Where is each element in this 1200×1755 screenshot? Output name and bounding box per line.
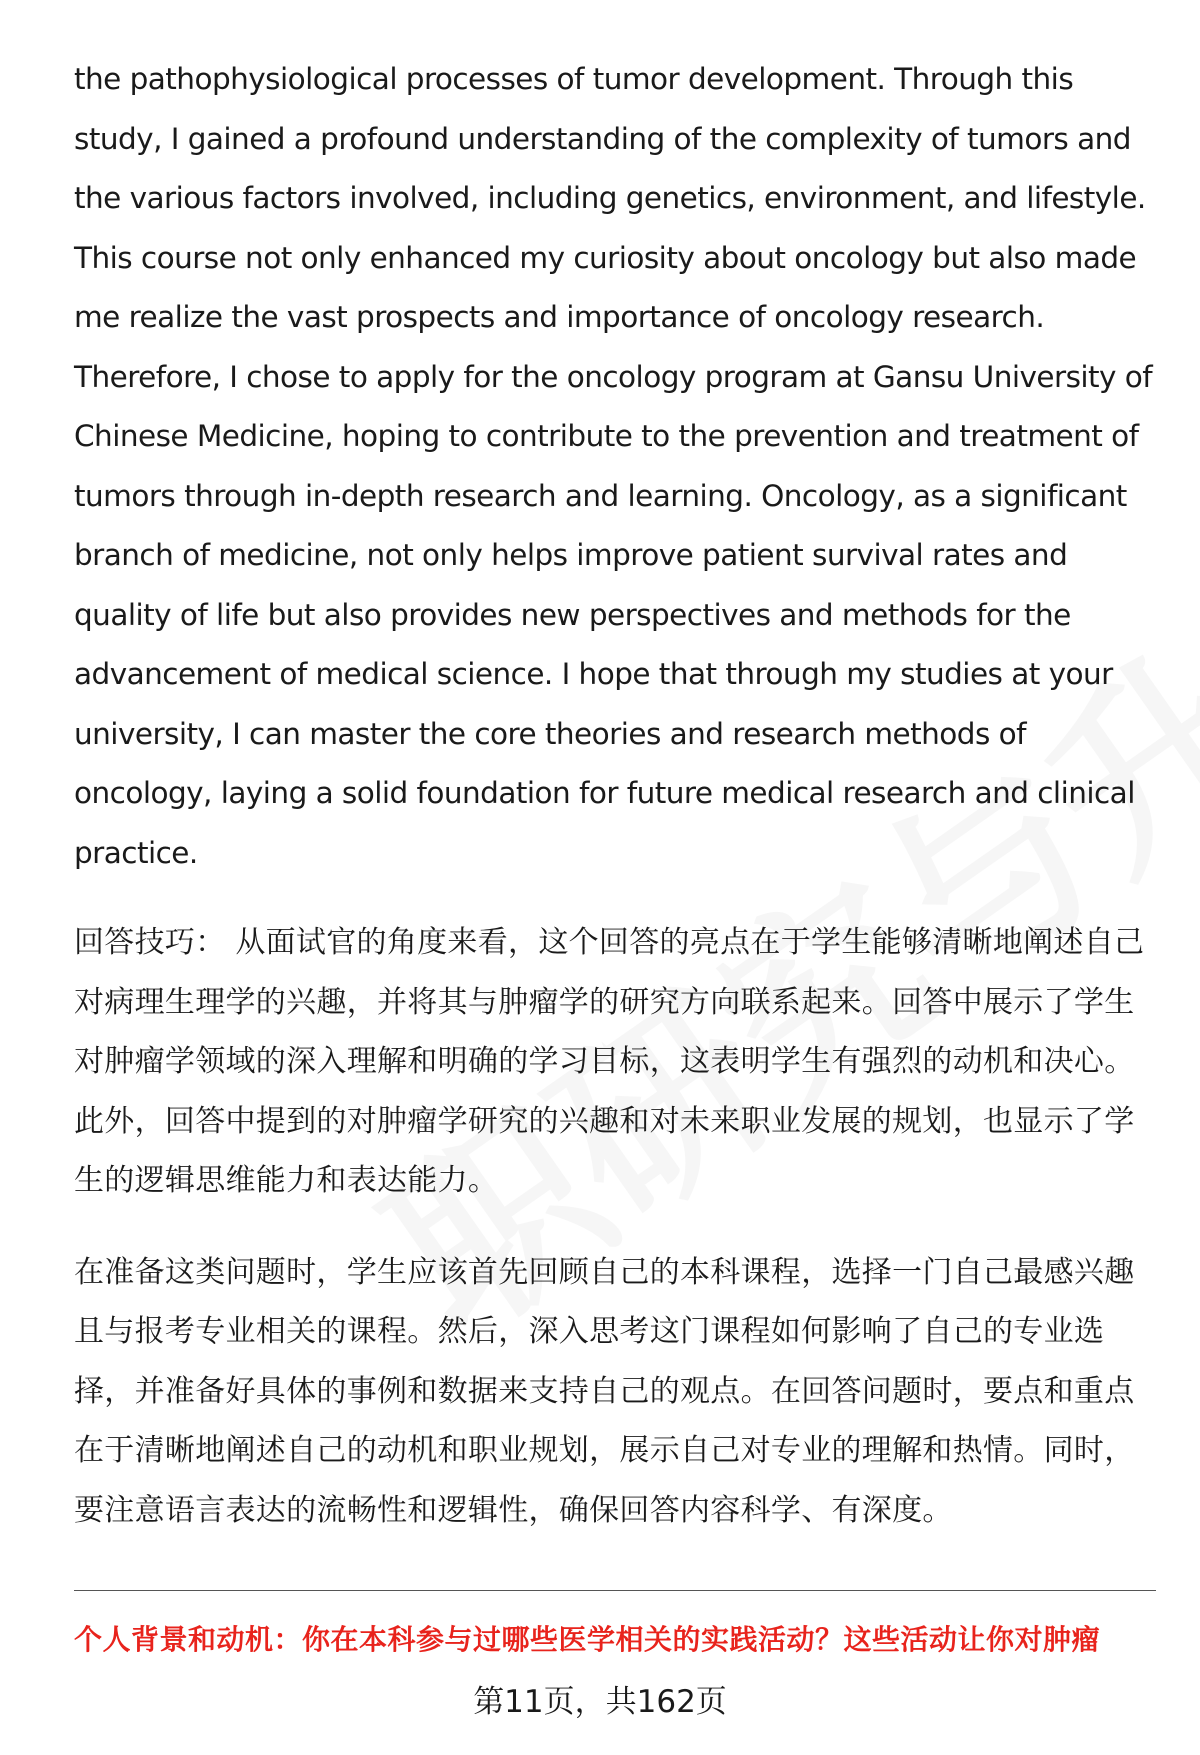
page-number: 第11页，共162页 bbox=[473, 1684, 727, 1720]
english-answer-paragraph: the pathophysiological processes of tumor development. Through this study, I gained a profound understanding of the complexity of tumors and the various factors involved, including genetics, environment, and lifestyle. This course not only enhanced my curiosity about oncology but also made me realize the vast prospects and importance of oncology research. Therefore, I chose to apply for the oncology program at Gansu University of Chinese Medicine, hoping to contribute to the prevention and treatment of tumors through in-depth research and learning. Oncology, as a significant branch of medicine, not only helps improve patient survival rates and quality of life but also provides new perspectives and methods for the advancement of medical science. I hope that through my studies at your university, I can master the core theories and research methods of oncology, laying a solid foundation for future medical research and clinical practice. bbox=[74, 62, 1153, 870]
answer-tips-paragraph: 回答技巧： 从面试官的角度来看，这个回答的亮点在于学生能够清晰地阐述自己对病理生理学的兴趣，并将其与肿瘤学的研究方向联系起来。回答中展示了学生对肿瘤学领域的深入理解和明确的学习目标，这表明学生有强烈的动机和决心。此外，回答中提到的对肿瘤学研究的兴趣和对未来职业发展的规划，也显示了学生的逻辑思维能力和表达能力。 bbox=[74, 925, 1145, 1198]
section-divider bbox=[74, 1590, 1156, 1591]
next-question-heading: 个人背景和动机：你在本科参与过哪些医学相关的实践活动？这些活动让你对肿瘤 bbox=[74, 1623, 1101, 1656]
document-body bbox=[74, 50, 1154, 1540]
preparation-advice-paragraph: 在准备这类问题时，学生应该首先回顾自己的本科课程，选择一门自己最感兴趣且与报考专业相关的课程。然后，深入思考这门课程如何影响了自己的专业选择，并准备好具体的事例和数据来支持自己的观点。在回答问题时，要点和重点在于清晰地阐述自己的动机和职业规划，展示自己对专业的理解和热情。同时，要注意语言表达的流畅性和逻辑性，确保回答内容科学、有深度。 bbox=[74, 1254, 1135, 1528]
